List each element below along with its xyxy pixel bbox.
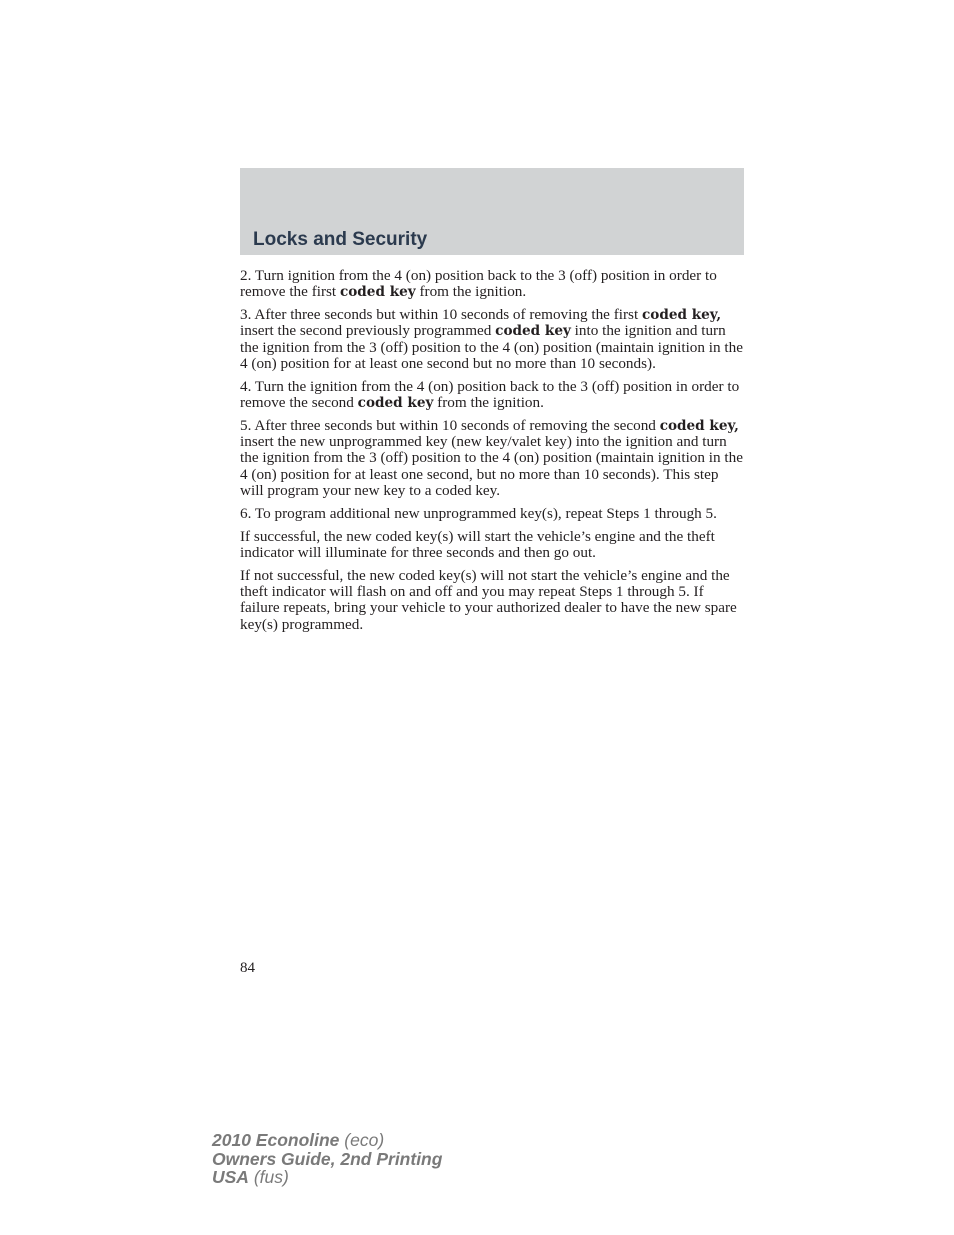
section-title: Locks and Security [253,229,428,250]
text-run: 6. To program additional new unprogrammed key(s), repeat Steps 1 through 5. [240,504,717,522]
text-run: insert the new unprogrammed key (new key/valet key) into the ignition and turn the ignition from the 3 (off) position to the 4 (on) position (maintain ignition in the 4 (on) position for at least one second, but no more than 10 seconds). This step will program your new key to a coded key. [240,433,743,500]
footer-line-2 [212,1150,442,1169]
text-run: from the ignition. [415,283,527,301]
paragraph [240,506,744,522]
text-run: into the ignition and turn the ignition from the 3 (off) position to the 4 (on) position (maintain ignition in the 4 (on) position for at least one second but no more than 10 seconds). [240,322,743,372]
bold-term: coded key, [659,417,739,434]
footer-market: USA [212,1167,249,1187]
footer-market-code: (fus) [253,1167,289,1187]
footer-publication-info [212,1131,442,1187]
paragraph [240,307,744,372]
text-run: 3. After three seconds but within 10 seconds of removing the first [240,306,642,324]
footer-line-1 [212,1131,442,1150]
footer-guide: Owners Guide, 2nd Printing [212,1148,443,1169]
footer-model: 2010 Econoline [212,1130,340,1150]
text-run: 4. Turn the ignition from the 4 (on) position back to the 3 (off) position in order to remove the second [240,377,740,412]
page-number: 84 [240,960,255,976]
bold-term: coded key [357,395,434,412]
text-run: 5. After three seconds but within 10 seconds of removing the second [240,416,660,434]
paragraph [240,379,744,412]
paragraph [240,418,744,499]
text-run: If successful, the new coded key(s) will start the vehicle’s engine and the theft indicator will illuminate for three seconds and then go out. [240,527,715,561]
text-run: insert the second previously programmed [240,322,496,340]
bold-term: coded key, [641,307,722,324]
text-run: from the ignition. [433,394,544,412]
paragraph [240,268,744,301]
bold-term: coded key [495,323,571,340]
paragraph [240,568,744,633]
footer-line-3 [212,1168,442,1187]
text-run: 2. Turn ignition from the 4 (on) position back to the 3 (off) position in order to remove the first [240,267,717,301]
text-run: If not successful, the new coded key(s) will not start the vehicle’s engine and the theft indicator will flash on and off and you may repeat Steps 1 through 5. If failure repeats, bring your vehicle to your authorized dealer to have the new spare key(s) programmed. [240,566,737,633]
section-header-bar [240,168,744,255]
body-text [240,268,744,639]
footer-model-code: (eco) [344,1130,385,1150]
paragraph [240,529,744,562]
bold-term: coded key [339,284,416,301]
